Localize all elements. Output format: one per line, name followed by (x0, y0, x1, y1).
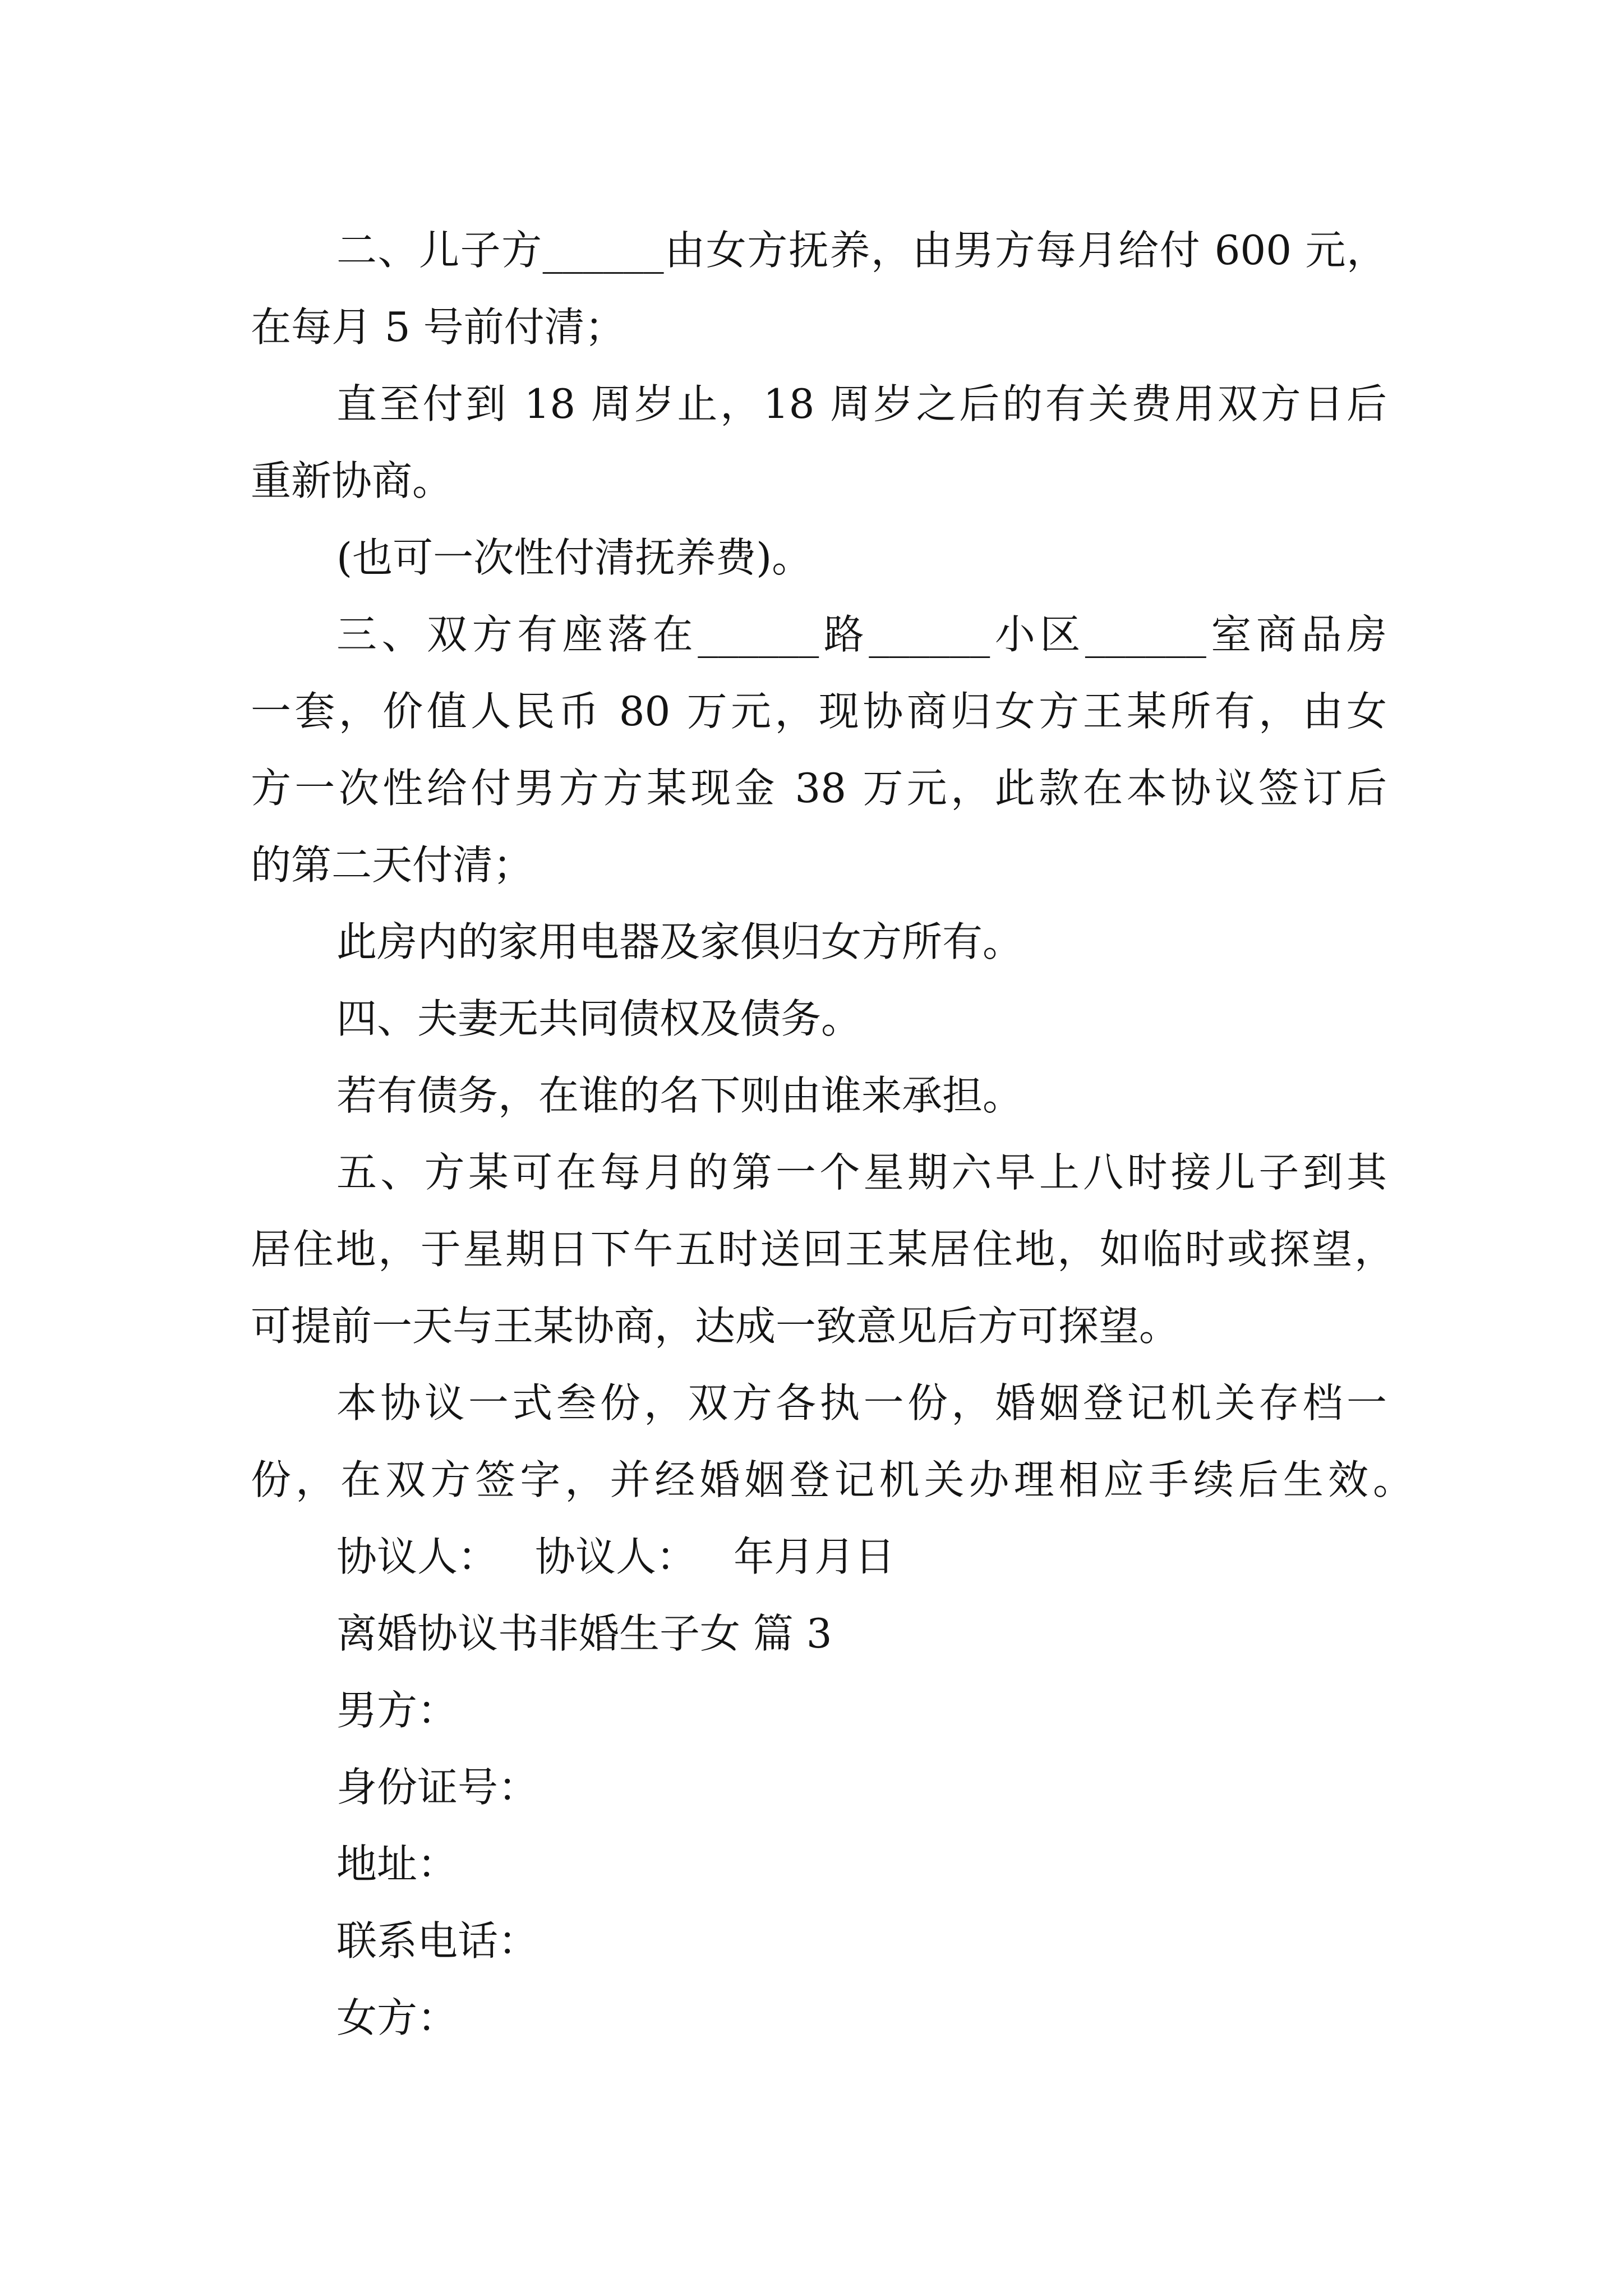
paragraph-line: 在每月 5 号前付清； (251, 303, 625, 351)
signature-line (336, 1519, 895, 1595)
field-label-id-number: 身份证号： (336, 1764, 539, 1811)
paragraph-line: 居住地，于星期日下午五时送回王某居住地，如临时或探望， (251, 1226, 1395, 1273)
paragraph-line: 二、儿子方______由女方抚养，由男方每月给付 600 元， (336, 227, 1387, 274)
paragraph-line: 若有债务，在谁的名下则由谁来承担。 (336, 1072, 1023, 1119)
paragraph-line: 可提前一天与王某协商，达成一致意见后方可探望。 (251, 1303, 1180, 1350)
paragraph-line: 此房内的家用电器及家俱归女方所有。 (336, 918, 1023, 965)
field-label-male-party: 男方： (336, 1687, 458, 1734)
paragraph-line: 方一次性给付男方方某现金 38 万元，此款在本协议签订后 (251, 765, 1387, 812)
field-label-female-party: 女方： (336, 1994, 458, 2041)
paragraph-line: 直至付到 18 周岁止，18 周岁之后的有关费用双方日后 (336, 380, 1387, 427)
paragraph-line: 本协议一式叁份，双方各执一份，婚姻登记机关存档一 (336, 1379, 1387, 1427)
paragraph-line: 重新协商。 (251, 457, 453, 504)
paragraph-line: 的第二天付清； (251, 841, 534, 889)
signatory-label: 协议人： (336, 1533, 499, 1580)
field-label-address: 地址： (336, 1841, 458, 1888)
paragraph-line: 五、方某可在每月的第一个星期六早上八时接儿子到其 (336, 1149, 1387, 1196)
paragraph-line: 四、夫妻无共同债权及债务。 (336, 995, 862, 1042)
signatory-label: 协议人： (535, 1533, 697, 1580)
section-heading: 离婚协议书非婚生子女 篇 3 (336, 1610, 832, 1657)
paragraph-line: (也可一次性付清抚养费)。 (336, 534, 813, 581)
paragraph-line: 份，在双方签字，并经婚姻登记机关办理相应手续后生效。 (251, 1456, 1413, 1503)
date-label: 年月月日 (734, 1533, 896, 1580)
paragraph-line: 一套，价值人民币 80 万元，现协商归女方王某所有，由女 (251, 688, 1387, 735)
paragraph-line: 三、双方有座落在______路______小区______室商品房 (336, 611, 1387, 658)
field-label-phone: 联系电话： (336, 1917, 539, 1964)
